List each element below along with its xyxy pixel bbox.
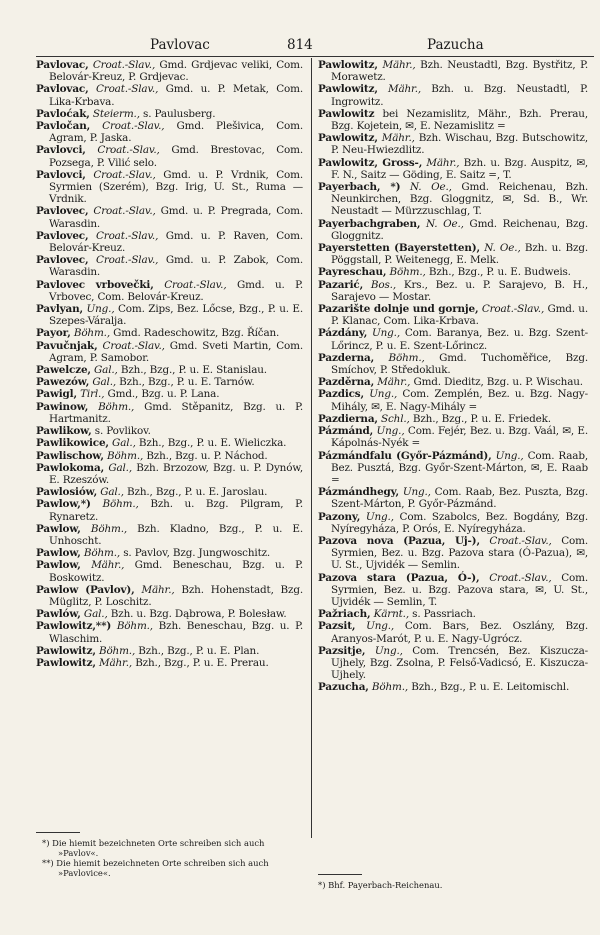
gazetteer-entry — [36, 364, 303, 376]
header-rule — [36, 56, 594, 57]
gazetteer-entry — [36, 205, 303, 229]
entry-text: Com. Bars, Bez. Oszlány, Bzg. Aranyos-Marót, P. u. E. Nagy-Ugrócz. — [331, 620, 588, 645]
entry-text: Bzh., Bzg., P. u. E. Wieliczka. — [138, 437, 287, 450]
entry-region: Ung., — [366, 620, 395, 633]
entry-name: Pawlowitz, — [318, 59, 378, 71]
entry-region: Gal., — [94, 364, 118, 377]
entry-region: Gal., — [100, 486, 124, 499]
entry-name: Pazony, — [318, 510, 361, 523]
entry-name: Payerbach, *) — [318, 181, 401, 194]
entry-text: s. Pavlov, Bzg. Jungwoschitz. — [123, 547, 271, 560]
entry-region: Mähr., — [387, 83, 422, 96]
entry-name: Pavlovci, — [36, 168, 86, 181]
gazetteer-entry — [36, 437, 303, 449]
entry-region: Bos., — [370, 278, 396, 291]
entry-name: Pázmándhegy, — [318, 486, 400, 499]
entry-region: Böhm., — [107, 449, 144, 462]
entry-text: Gmd. Sveti Martin, Com. Agram, P. Samobor. — [49, 339, 304, 364]
entry-text: Gmd. Brestovac, Com. Pozsega, P. Vilić selo. — [49, 144, 304, 169]
entry-text: Bzh., Bzg., P. u. E. Leitomischl. — [411, 681, 570, 694]
entry-name: Pawlów, — [36, 608, 81, 621]
entry-region: Ung., — [374, 644, 403, 657]
entry-name: Pazdics, — [318, 388, 364, 401]
entry-region: Böhm., — [73, 327, 110, 340]
entry-name: Pawlow, — [36, 547, 81, 560]
gazetteer-entry — [318, 327, 588, 351]
entry-text: Gmd. u. P. Metak, Com. Lika-Krbava. — [49, 83, 303, 108]
entry-region: Ung., — [86, 303, 115, 316]
entry-name: Pázmánd, — [318, 425, 374, 438]
entry-text: Gmd. Reichenau, Bzh. Neunkirchen, Bzg. Gloggnitz, ✉, Sd. B., Wr. Neustadt — Mürzzuschlag, T. — [331, 181, 589, 218]
entry-name: Pawlow,*) — [36, 498, 91, 511]
entry-region: Croat.-Slav., — [92, 59, 156, 71]
entry-region: Mähr., — [91, 559, 125, 572]
entry-text: Bzh., Bzg. u. P. Náchod. — [146, 449, 268, 462]
gazetteer-entry — [36, 498, 303, 522]
entry-text: Com. Baranya, Bez. u. Bzg. Szent-Lőrincz, P. u. E. Szent-Lőrincz. — [331, 327, 588, 352]
entry-text: Gmd. u. P. Vrbovec, Com. Belovár-Kreuz. — [49, 278, 304, 303]
entry-text: Bzh. Hohenstadt, Bzg. Müglitz, P. Loschitz. — [49, 583, 304, 608]
entry-region: Ung., — [365, 510, 394, 523]
gazetteer-entry — [318, 279, 588, 303]
entry-region: Croat.-Slav., — [102, 339, 165, 352]
entry-text: s. Passriach. — [412, 608, 476, 621]
entry-name: Pavlovac, — [36, 59, 89, 71]
gazetteer-entry — [318, 303, 588, 327]
gazetteer-entry — [318, 59, 588, 83]
entry-name: Pawlokoma, — [36, 461, 105, 474]
gazetteer-entry — [318, 620, 588, 644]
gazetteer-entry — [36, 254, 303, 278]
gazetteer-entry — [36, 645, 303, 657]
entry-region: Croat.-Slav., — [93, 205, 156, 218]
entry-name: Pazsit, — [318, 620, 356, 633]
entry-text: Bzh., Bzg., P. u. E. Plan. — [138, 644, 260, 657]
entry-name: Payerstetten (Bayerstetten), — [318, 242, 481, 255]
entry-region: Tirl., — [80, 388, 105, 401]
gazetteer-entry — [36, 486, 303, 498]
entry-text: s. Paulusberg. — [143, 107, 216, 120]
gazetteer-entry — [318, 425, 588, 449]
gazetteer-entry — [36, 547, 303, 559]
entry-text: Gmd. Stěpanitz, Bzg. u. P. Hartmanitz. — [49, 400, 303, 425]
entry-region: Gal., — [83, 608, 108, 621]
entry-text: Bzh. Kladno, Bzg., P. u. E. Unhoscht. — [49, 522, 303, 547]
entry-region: Ung., — [402, 486, 431, 499]
gazetteer-entry — [318, 511, 588, 535]
gazetteer-entry — [318, 535, 588, 572]
entry-region: Croat.-Slav., — [93, 168, 156, 181]
entry-region: Böhm., — [83, 547, 121, 560]
entry-text: Gmd. Radeschowitz, Bzg. Říčan. — [113, 327, 280, 340]
gazetteer-entry — [36, 169, 303, 206]
footnote-rule-left — [36, 832, 80, 833]
gazetteer-entry — [36, 230, 303, 254]
entry-text: Com. Zips, Bez. Lőcse, Bzg., P. u. E. Szepes-Váralja. — [49, 303, 303, 328]
entry-region: Croat.-Slav., — [489, 534, 552, 547]
entry-region: Böhm., — [98, 400, 135, 413]
gazetteer-entry — [36, 401, 303, 425]
entry-region: Mähr., — [426, 156, 460, 169]
column-divider — [311, 58, 312, 838]
entry-name: Pazova nova (Pazua, Uj-), — [318, 534, 480, 547]
entry-text: Bzh. Wischau, Bzg. Butschowitz, P. Neu-Hwiezdlitz. — [331, 132, 588, 157]
gazetteer-entry — [318, 242, 588, 266]
entry-region: Steierm., — [92, 107, 140, 120]
entry-name: Pázmándfalu (Győr-Pázmánd), — [318, 449, 492, 462]
footnotes-right — [318, 880, 588, 890]
entry-name: Pawlowitz, — [36, 656, 96, 669]
entry-name: Pavlovci, — [36, 144, 86, 157]
entry-name: Pawlow, — [36, 559, 81, 572]
entry-region: Gal., — [108, 461, 132, 474]
entry-text: Bzh. u. Bzg. Neustadtl, P. Ingrowitz. — [331, 83, 589, 108]
entry-region: Croat.-Slav., — [489, 571, 552, 584]
entry-name: Pavučnjak, — [36, 339, 98, 352]
entry-text: Gmd. Reichenau, Bzg. Gloggnitz. — [331, 217, 589, 242]
gazetteer-entry — [36, 388, 303, 400]
entry-text: Bzh. u. Bzg. Pöggstall, P. Weitenegg, E. Melk. — [331, 242, 588, 267]
gazetteer-entry — [318, 352, 588, 376]
gazetteer-entry — [318, 218, 588, 242]
gazetteer-entry — [36, 376, 303, 388]
gazetteer-entry — [36, 559, 303, 583]
gazetteer-entry — [36, 59, 303, 83]
entry-name: Pawezów, — [36, 376, 90, 389]
entry-region: Mähr., — [377, 376, 411, 389]
entry-text: Krs., Bez. u. P. Sarajevo, B. H., Sarajevo — Mostar. — [331, 278, 588, 303]
entry-name: Pawelcze, — [36, 364, 91, 377]
entry-name: Pazarić, — [318, 278, 364, 291]
entry-name: Pawlow, — [36, 522, 81, 535]
entry-name: Pavlovec, — [36, 254, 89, 267]
entry-text: Com. Fejér, Bez. u. Bzg. Vaál, ✉, E. Kápolnás-Nyék = — [331, 425, 588, 450]
entry-text: Com. Syrmien, Bez. u. Bzg. Pazova stara (Ó-Pazua), ✉, U. St., Ujvidék — Semlin. — [331, 534, 588, 572]
entry-text: Gmd. Dieditz, Bzg. u. P. Wischau. — [413, 376, 583, 389]
entry-text: Gmd. Tuchoměřice, Bzg. Smíchov, P. Středokluk. — [331, 351, 589, 377]
running-head-right: Pazucha — [427, 37, 484, 53]
entry-name: Pawlowitz — [318, 107, 375, 120]
entry-region: Gal., — [112, 437, 136, 450]
entry-region: Mähr., — [381, 132, 415, 145]
entry-name: Pazucha, — [318, 681, 369, 694]
gazetteer-entry — [318, 388, 588, 412]
entry-name: Pawinow, — [36, 400, 89, 413]
entry-name: Pavločan, — [36, 120, 91, 133]
entry-text: Bzh. Neustadtl, Bzg. Bystřitz, P. Morawetz. — [331, 59, 589, 84]
entry-text: Com. Raab, Bez. Puszta, Bzg. Szent-Márton, P. Győr-Pázmánd. — [331, 486, 588, 511]
entry-text: Gmd. Grdjevac veliki, Com. Belovár-Kreuz, P. Grdjevac. — [49, 59, 304, 84]
entry-name: Pazarište dolnje und gornje, — [318, 303, 479, 316]
entry-name: Pavlovec, — [36, 205, 89, 218]
gazetteer-entry — [318, 450, 588, 487]
entry-name: Payor, — [36, 327, 71, 340]
entry-text: Bzh., Bzg., P. u. E. Friedek. — [412, 412, 551, 425]
entry-region: Böhm., — [98, 644, 136, 657]
entry-region: Croat.-Slav., — [95, 83, 159, 96]
entry-text: Bzh. Beneschau, Bzg. u. P. Wlaschim. — [49, 620, 304, 645]
gazetteer-entry — [36, 523, 303, 547]
entry-region: Croat.-Slav., — [96, 254, 159, 267]
gazetteer-entry — [318, 486, 588, 510]
footnote: *) Die hiemit bezeichneten Orte schreiben sich auch »Pavlov«. — [42, 838, 265, 858]
entry-region: Mähr., — [382, 59, 416, 71]
entry-name: Pawlowitz, — [36, 644, 96, 657]
gazetteer-entry — [36, 462, 303, 486]
entry-name: Pazsitje, — [318, 644, 366, 657]
entry-name: Pazderna, — [318, 351, 375, 364]
gazetteer-entry — [36, 327, 303, 339]
left-column — [36, 59, 303, 669]
entry-region: Ung., — [372, 327, 400, 340]
entry-region: N. Oe., — [410, 181, 452, 194]
entry-region: Ung., — [495, 449, 524, 462]
gazetteer-entry — [36, 450, 303, 462]
gazetteer-entry — [36, 425, 303, 437]
gazetteer-entry — [318, 572, 588, 609]
footnote-rule-right — [318, 874, 362, 875]
entry-region: Böhm., — [388, 351, 425, 364]
entry-name: Pázdány, — [318, 327, 368, 340]
page-header — [0, 36, 600, 54]
entry-text: s. Povlikov. — [94, 425, 151, 438]
gazetteer-entry — [36, 279, 303, 303]
entry-region: Kärnt., — [373, 608, 409, 621]
entry-text: bei Nezamislitz, Mähr., Bzh. Prerau, Bzg. Kojetein, ✉, E. Nezamislitz = — [331, 107, 589, 133]
entry-text: Bzh., Bzg., P. u. E. Jaroslau. — [127, 486, 268, 499]
entry-region: Böhm., — [90, 522, 128, 535]
entry-text: Com. Szabolcs, Bez. Bogdány, Bzg. Nyíregyháza, P. Orós, E. Nyíregyháza. — [331, 510, 589, 535]
entry-region: Böhm., — [389, 266, 426, 279]
gazetteer-entry — [36, 120, 303, 144]
entry-region: Mähr., — [98, 656, 133, 669]
entry-region: Croat.-Slav., — [102, 120, 165, 133]
entry-name: Pavlovec vrbovečki, — [36, 278, 154, 291]
entry-text: Gmd. u. P. Zabok, Com. Warasdin. — [49, 254, 304, 279]
gazetteer-entry — [36, 144, 303, 168]
gazetteer-entry — [318, 181, 588, 218]
entry-region: Croat.-Slav., — [164, 278, 227, 291]
entry-region: Schl., — [381, 412, 410, 425]
gazetteer-entry — [318, 266, 588, 278]
gazetteer-entry — [318, 157, 588, 181]
gazetteer-entry — [36, 608, 303, 620]
gazetteer-entry — [36, 303, 303, 327]
entry-text: Gmd. Beneschau, Bzg. u. P. Boskowitz. — [49, 559, 304, 584]
entry-name: Pawlikowice, — [36, 437, 109, 450]
entry-text: Bzh. u. Bzg. Pilgram, P. Rynaretz. — [49, 498, 304, 523]
entry-text: Bzh. Brzozow, Bzg. u. P. Dynów, E. Rzeszów. — [49, 461, 303, 486]
entry-text: Gmd., Bzg. u. P. Lana. — [107, 388, 220, 401]
entry-name: Pawlowitz, — [318, 132, 378, 145]
gazetteer-entry — [318, 681, 588, 693]
entry-region: Croat.-Slav., — [481, 303, 545, 316]
page-number: 814 — [287, 37, 313, 53]
gazetteer-entry — [36, 584, 303, 608]
entry-text: Gmd. Plešivica, Com. Agram, P. Jaska. — [49, 120, 304, 145]
gazetteer-entry — [318, 645, 588, 682]
entry-text: Bzh., Bzg., P. u. E. Budweis. — [428, 266, 571, 279]
entry-region: Croat.-Slav., — [97, 144, 160, 157]
entry-region: N. Oe., — [426, 217, 464, 230]
gazetteer-entry — [318, 132, 588, 156]
entry-name: Payerbachgraben, — [318, 217, 421, 230]
entry-text: Com. Syrmien, Bez. u. Bzg. Pazova stara, ✉, U. St., Ujvidék — Semlin, T. — [331, 571, 589, 608]
entry-name: Pawigl, — [36, 388, 77, 401]
entry-text: Com. Trencsén, Bez. Kiszucza-Ujhely, Bzg. Zsolna, P. Felső-Vadicsó, E. Kiszucza-Ujhely. — [331, 644, 589, 682]
entry-text: Bzh., Bzg., P. u. E. Prerau. — [135, 656, 269, 669]
right-column — [318, 59, 588, 694]
entry-text: Bzh., Bzg., P. u. E. Stanislau. — [120, 364, 267, 377]
entry-region: Ung., — [376, 425, 405, 438]
footnote: *) Bhf. Payerbach-Reichenau. — [318, 880, 443, 890]
entry-name: Pavloćak, — [36, 107, 90, 120]
entry-text: Gmd. u. P. Raven, Com. Belovár-Kreuz. — [49, 229, 304, 255]
entry-name: Pawlosiów, — [36, 486, 98, 499]
footnote: **) Die hiemit bezeichneten Orte schreiben sich auch »Pavlovice«. — [42, 858, 269, 878]
footnotes-left — [42, 838, 304, 878]
entry-name: Pawlischow, — [36, 449, 104, 462]
entry-name: Pawlikow, — [36, 425, 92, 438]
entry-text: Gmd. u. P. Vrdnik, Com. Syrmien (Szerém), Bzg. Irig, U. St., Ruma — Vrdnik. — [49, 168, 304, 206]
entry-region: Böhm., — [102, 498, 139, 511]
gazetteer-entry — [318, 376, 588, 388]
gazetteer-entry — [318, 413, 588, 425]
entry-name: Pavlovec, — [36, 229, 89, 242]
entry-text: Gmd. u. P. Klanac, Com. Lika-Krbava. — [331, 303, 588, 328]
entry-name: Payreschau, — [318, 266, 387, 279]
entry-name: Pawlow (Pavlov), — [36, 583, 135, 596]
running-head-left: Pavlovac — [150, 37, 210, 53]
gazetteer-entry — [318, 608, 588, 620]
entry-region: Böhm., — [116, 620, 153, 633]
entry-text: Com. Raab, Bez. Pusztá, Bzg. Győr-Szent-Márton, ✉, E. Raab = — [331, 449, 589, 486]
entry-name: Pawlowitz,**) — [36, 620, 112, 633]
gazetteer-entry — [36, 620, 303, 644]
entry-name: Pažriach, — [318, 608, 371, 621]
entry-name: Pazděrna, — [318, 376, 375, 389]
gazetteer-entry — [36, 340, 303, 364]
entry-text: Bzh. u. Bzg. Dąbrowa, P. Bolesław. — [110, 608, 287, 621]
gazetteer-entry — [318, 83, 588, 107]
entry-region: Böhm., — [371, 681, 409, 694]
entry-name: Pavlyan, — [36, 303, 83, 316]
entry-name: Pazdierna, — [318, 412, 378, 425]
entry-name: Pazova stara (Pazua, Ó-), — [318, 571, 480, 584]
entry-text: Bzh. u. Bzg. Auspitz, ✉, F. N., Saitz — Göding, E. Saitz =, T. — [331, 156, 589, 181]
entry-region: Gal., — [92, 376, 117, 389]
gazetteer-entry — [36, 108, 303, 120]
gazetteer-entry — [36, 657, 303, 669]
gazetteer-entry — [318, 108, 588, 132]
gazetteer-entry — [36, 83, 303, 107]
entry-region: Mähr., — [141, 583, 175, 596]
entry-text: Gmd. u. P. Pregrada, Com. Warasdin. — [49, 205, 304, 230]
entry-name: Pawlowitz, — [318, 83, 378, 96]
entry-region: N. Oe., — [484, 242, 521, 255]
entry-region: Croat.-Slav., — [95, 229, 159, 242]
entry-name: Pawlowitz, Gross-, — [318, 156, 423, 169]
entry-text: Com. Zemplén, Bez. u. Bzg. Nagy-Mihály, ✉, E. Nagy-Mihály = — [331, 388, 589, 413]
entry-region: Ung., — [369, 388, 398, 401]
entry-name: Pavlovac, — [36, 83, 89, 96]
entry-text: Bzh., Bzg., P. u. E. Tarnów. — [119, 376, 255, 389]
